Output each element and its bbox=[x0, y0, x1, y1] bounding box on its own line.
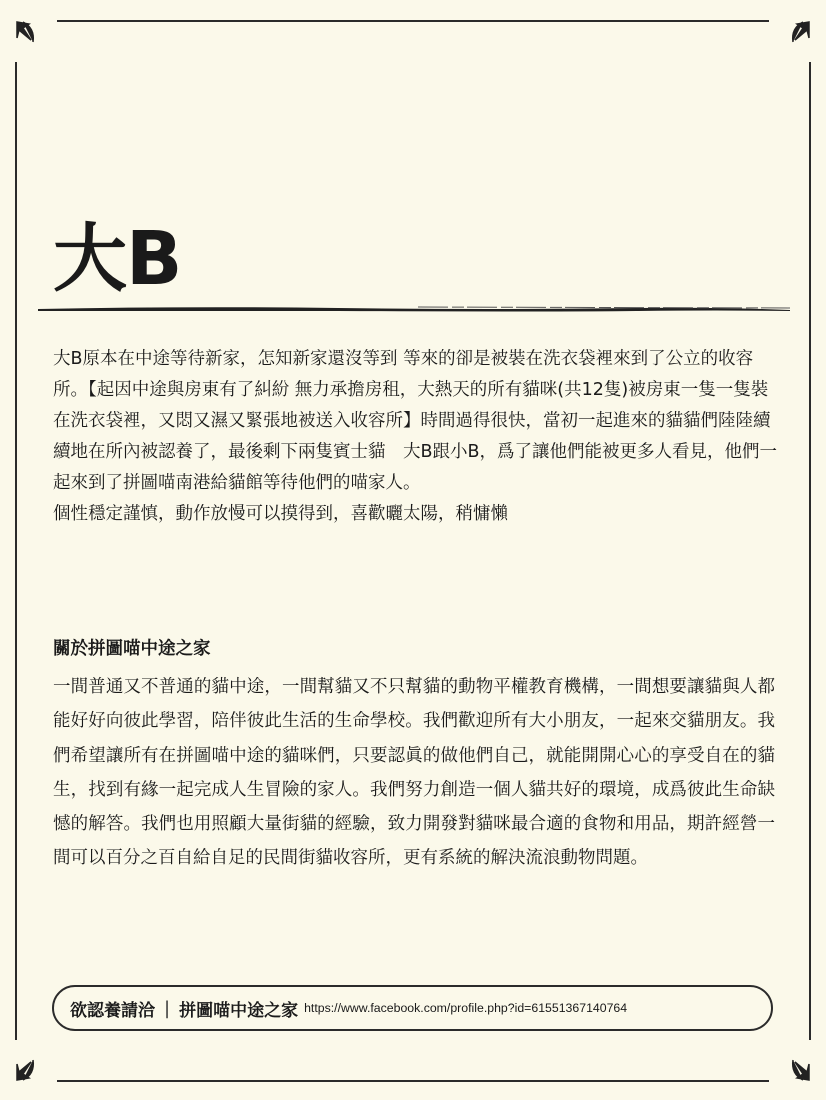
page-title: 大B bbox=[53, 216, 182, 302]
contact-facebook-link[interactable]: https://www.facebook.com/profile.php?id=61551367140764 bbox=[304, 1001, 628, 1015]
contact-lead: 欲認養請洽 bbox=[70, 1000, 155, 1021]
intro-personality: 個性穩定謹慎，動作放慢可以摸得到，喜歡曬太陽，稍慵懶 bbox=[53, 504, 508, 524]
contact-separator: | bbox=[164, 997, 171, 1019]
corner-ornament-top-right bbox=[769, 18, 813, 62]
intro-story: 大B原本在中途等待新家，怎知新家還沒等到 等來的卻是被裝在洗衣袋裡來到了公立的收容所。【起因中途與房東有了糾紛 無力承擔房租，大熱天的所有貓咪(共12隻)被房東一隻一隻裝在洗衣袋裡，又悶又濕又緊張地被送入收容所】時間過得很快，當初一起進來的貓貓們陸陸續續地在所內被認養了，最後剩下兩隻賓士貓 大B跟小B，爲了讓他們能被更多人看見，他們一起來到了拼圖喵南港給貓館等待他們的喵家人。 bbox=[53, 349, 778, 493]
cat-introduction bbox=[53, 344, 778, 530]
page-frame bbox=[15, 20, 811, 1082]
corner-ornament-bottom-right bbox=[769, 1040, 813, 1084]
contact-pill bbox=[52, 985, 773, 1031]
contact-org-name: 拼圖喵中途之家 bbox=[179, 1000, 299, 1021]
corner-ornament-bottom-left bbox=[13, 1040, 57, 1084]
about-body: 一間普通又不普通的貓中途，一間幫貓又不只幫貓的動物平權教育機構，一間想要讓貓與人都能好好向彼此學習，陪伴彼此生活的生命學校。我們歡迎所有大小朋友，一起來交貓朋友。我們希望讓所有在拼圖喵中途的貓咪們，只要認眞的做他們自己，就能開開心心的享受自在的貓生，找到有緣一起完成人生冒險的家人。我們努力創造一個人貓共好的環境，成爲彼此生命缺憾的解答。我們也用照顧大量街貓的經驗，致力開發對貓咪最合適的食物和用品，期許經營一間可以百分之百自給自足的民間街貓收容所，更有系統的解決流浪動物問題。 bbox=[53, 677, 775, 869]
corner-ornament-top-left bbox=[13, 18, 57, 62]
about-heading: 關於拼圖喵中途之家 bbox=[53, 639, 211, 659]
brush-divider bbox=[38, 298, 790, 318]
